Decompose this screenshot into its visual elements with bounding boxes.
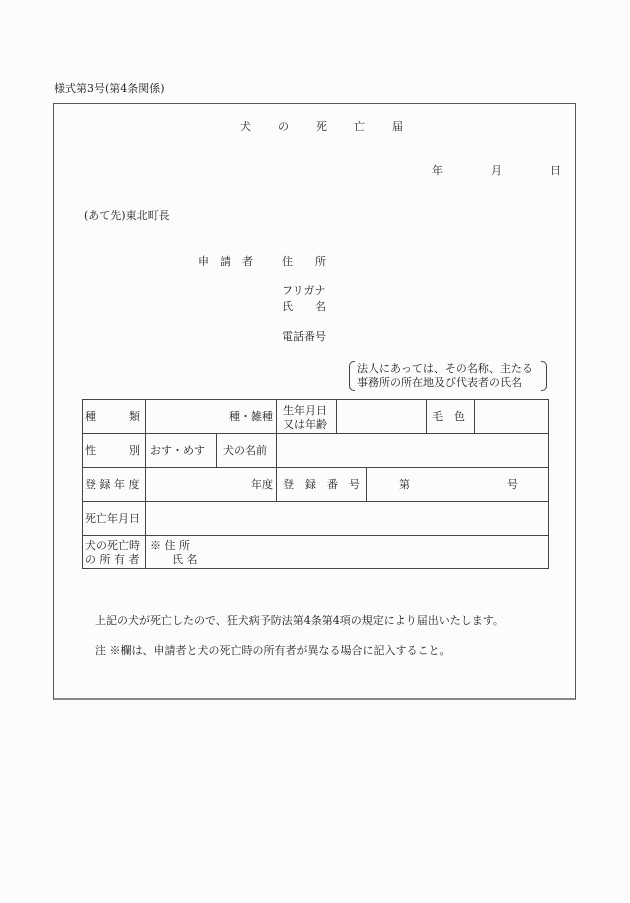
row-divider xyxy=(83,535,548,536)
owner-name-label: 氏 名 xyxy=(172,553,198,566)
form-title xyxy=(240,121,403,132)
coat-field[interactable] xyxy=(475,401,547,432)
reg-number-label: 登 録 番 号 xyxy=(283,478,360,491)
date-month-label: 月 xyxy=(491,164,502,177)
reg-number-suffix: 号 xyxy=(507,478,518,491)
dog-name-field[interactable] xyxy=(277,434,549,466)
note-text: 注 ※欄は、申請者と犬の死亡時の所有者が異なる場合に記入すること。 xyxy=(95,644,451,657)
corporate-note xyxy=(349,361,547,391)
sex-label: 性 別 xyxy=(85,444,140,457)
breed-field[interactable]: 種・雑種 xyxy=(229,410,273,423)
title-char: 死 xyxy=(316,120,327,133)
reg-year-label: 登 録 年 度 xyxy=(85,478,140,491)
birth-label: 生年月日 又は年齢 xyxy=(283,404,327,431)
type-label: 種 類 xyxy=(85,410,140,423)
reg-number-field[interactable] xyxy=(413,468,503,500)
title-char: 亡 xyxy=(354,120,365,133)
col-divider xyxy=(276,467,277,501)
right-bracket xyxy=(541,361,547,391)
address-label: 住 所 xyxy=(282,255,326,268)
reg-year-field[interactable]: 年度 xyxy=(251,478,273,491)
owner-fields[interactable] xyxy=(150,539,198,567)
col-divider xyxy=(145,400,146,568)
col-divider xyxy=(426,400,427,433)
corporate-note-line2: 事務所の所在地及び代表者の氏名 xyxy=(357,376,522,389)
col-divider xyxy=(216,433,217,467)
sex-options[interactable]: おす・めす xyxy=(150,444,205,457)
date-day-label: 日 xyxy=(550,164,561,177)
name-label: 氏 名 xyxy=(282,300,326,313)
title-char: 犬 xyxy=(240,120,251,133)
date-year-label: 年 xyxy=(432,164,443,177)
addressee: (あて先)東北町長 xyxy=(84,209,170,222)
col-divider xyxy=(366,467,367,501)
furigana-label: フリガナ xyxy=(282,284,326,297)
owner-label: 犬の死亡時 の 所 有 者 xyxy=(85,539,140,566)
owner-address-label: ※ 住 所 xyxy=(150,539,190,552)
title-char: の xyxy=(278,120,289,133)
death-date-field[interactable] xyxy=(147,502,549,534)
title-char: 届 xyxy=(392,120,403,133)
dog-name-label: 犬の名前 xyxy=(223,444,267,457)
applicant-label: 申 請 者 xyxy=(198,255,253,268)
corporate-note-line1: 法人にあっては、その名称、主たる xyxy=(357,362,533,375)
birth-field[interactable] xyxy=(337,401,425,432)
death-date-label: 死亡年月日 xyxy=(85,512,140,525)
dog-info-table xyxy=(82,399,549,569)
coat-label: 毛 色 xyxy=(432,410,465,423)
left-bracket xyxy=(349,361,355,391)
form-number: 様式第3号(第4条関係) xyxy=(54,82,165,95)
declaration-text: 上記の犬が死亡したので、狂犬病予防法第4条第4項の規定により届出いたします。 xyxy=(95,614,504,627)
reg-number-prefix: 第 xyxy=(399,478,410,491)
phone-label: 電話番号 xyxy=(282,330,326,343)
